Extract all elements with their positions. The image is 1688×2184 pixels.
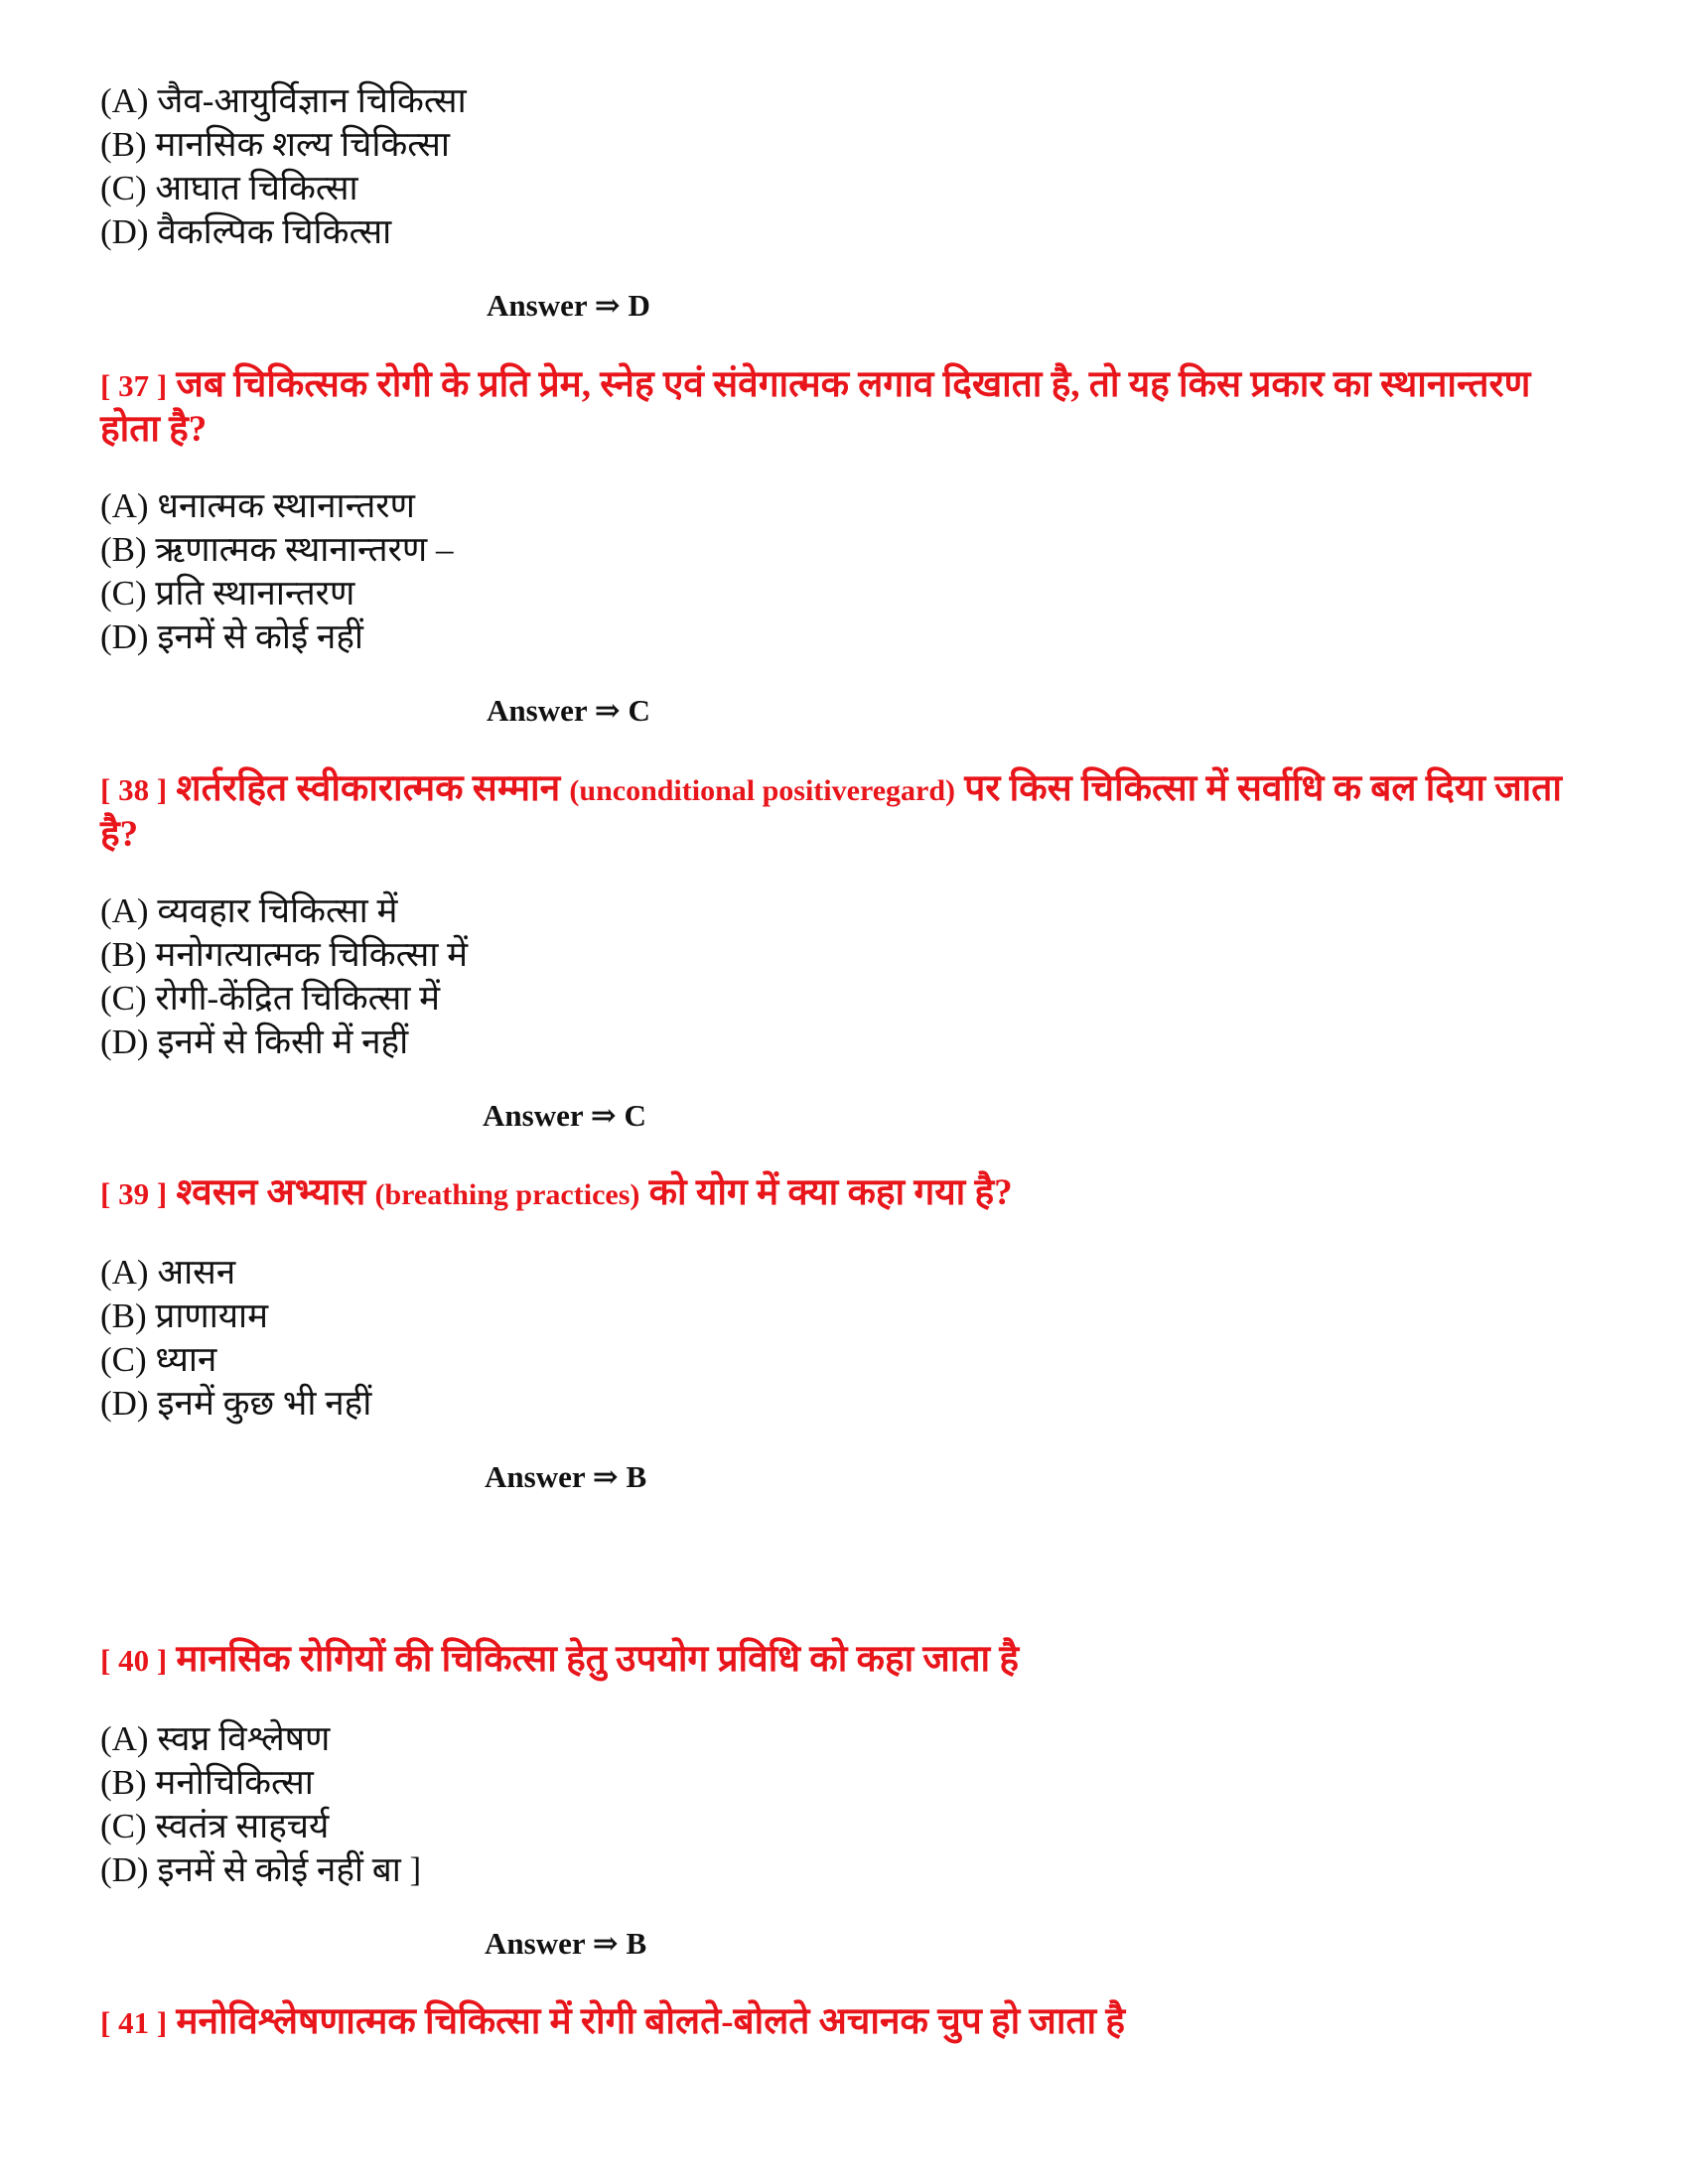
q40-option-a: (A) स्वप्न विश्लेषण — [100, 1719, 331, 1758]
q39-answer: Answer ⇒ B — [485, 1459, 647, 1494]
q40-number: [ 40 ] — [100, 1643, 168, 1678]
q38-question — [100, 767, 1590, 857]
q39-number: [ 39 ] — [100, 1176, 168, 1211]
q38-option-b: (B) मनोगत्यात्मक चिकित्सा में — [100, 935, 469, 974]
q37-option-c: (C) प्रति स्थानान्तरण — [100, 574, 355, 613]
q36-answer: Answer ⇒ D — [487, 288, 650, 323]
q38-text-part2: पर किस चिकित्सा में सर्वाधि क बल दिया जाता है? — [100, 768, 1562, 855]
q36-option-d: (D) वैकल्पिक चिकित्सा — [100, 212, 392, 251]
q38-text-english: (unconditional positiveregard) — [569, 774, 956, 807]
q37-option-a: (A) धनात्मक स्थानान्तरण — [100, 486, 415, 525]
q37-text: जब चिकित्सक रोगी के प्रति प्रेम, स्नेह एवं संवेगात्मक लगाव दिखाता है, तो यह किस प्रकार का स्थानान्तरण होता है? — [100, 364, 1531, 450]
q36-option-b: (B) मानसिक शल्य चिकित्सा — [100, 125, 450, 164]
q37-option-b: (B) ऋणात्मक स्थानान्तरण – — [100, 530, 454, 569]
q38-number: [ 38 ] — [100, 772, 168, 807]
q38-text-part1: शर्तरहित स्वीकारात्मक सम्मान — [176, 768, 561, 809]
q37-answer: Answer ⇒ C — [487, 693, 650, 728]
q38-option-c: (C) रोगी-केंद्रित चिकित्सा में — [100, 979, 441, 1018]
q41-text: मनोविश्लेषणात्मक चिकित्सा में रोगी बोलते-बोलते अचानक चुप हो जाता है — [176, 2001, 1126, 2042]
q39-text-part1: श्वसन अभ्यास — [176, 1172, 366, 1213]
q40-text: मानसिक रोगियों की चिकित्सा हेतु उपयोग प्रविधि को कहा जाता है — [176, 1639, 1020, 1680]
q40-option-d: (D) इनमें से कोई नहीं बा ] — [100, 1850, 422, 1889]
q37-number: [ 37 ] — [100, 368, 168, 403]
q37-question — [100, 363, 1590, 452]
q39-question — [100, 1171, 1590, 1217]
q40-answer: Answer ⇒ B — [485, 1926, 647, 1961]
q37-option-d: (D) इनमें से कोई नहीं — [100, 617, 363, 656]
q41-number: [ 41 ] — [100, 2005, 168, 2040]
q39-option-c: (C) ध्यान — [100, 1340, 217, 1379]
q39-option-b: (B) प्राणायाम — [100, 1297, 269, 1335]
q38-option-d: (D) इनमें से किसी में नहीं — [100, 1023, 409, 1061]
q39-text-english: (breathing practices) — [374, 1178, 640, 1211]
q39-option-d: (D) इनमें कुछ भी नहीं — [100, 1384, 372, 1423]
q39-option-a: (A) आसन — [100, 1253, 236, 1292]
q40-option-c: (C) स्वतंत्र साहचर्य — [100, 1807, 330, 1845]
q39-text-part2: को योग में क्या कहा गया है? — [648, 1172, 1013, 1213]
q41-question — [100, 2000, 1590, 2045]
q40-option-b: (B) मनोचिकित्सा — [100, 1763, 314, 1802]
q38-option-a: (A) व्यवहार चिकित्सा में — [100, 891, 398, 930]
q36-option-a: (A) जैव-आयुर्विज्ञान चिकित्सा — [100, 81, 467, 120]
q40-question — [100, 1638, 1590, 1683]
q38-answer: Answer ⇒ C — [483, 1098, 646, 1133]
q36-option-c: (C) आघात चिकित्सा — [100, 169, 358, 207]
